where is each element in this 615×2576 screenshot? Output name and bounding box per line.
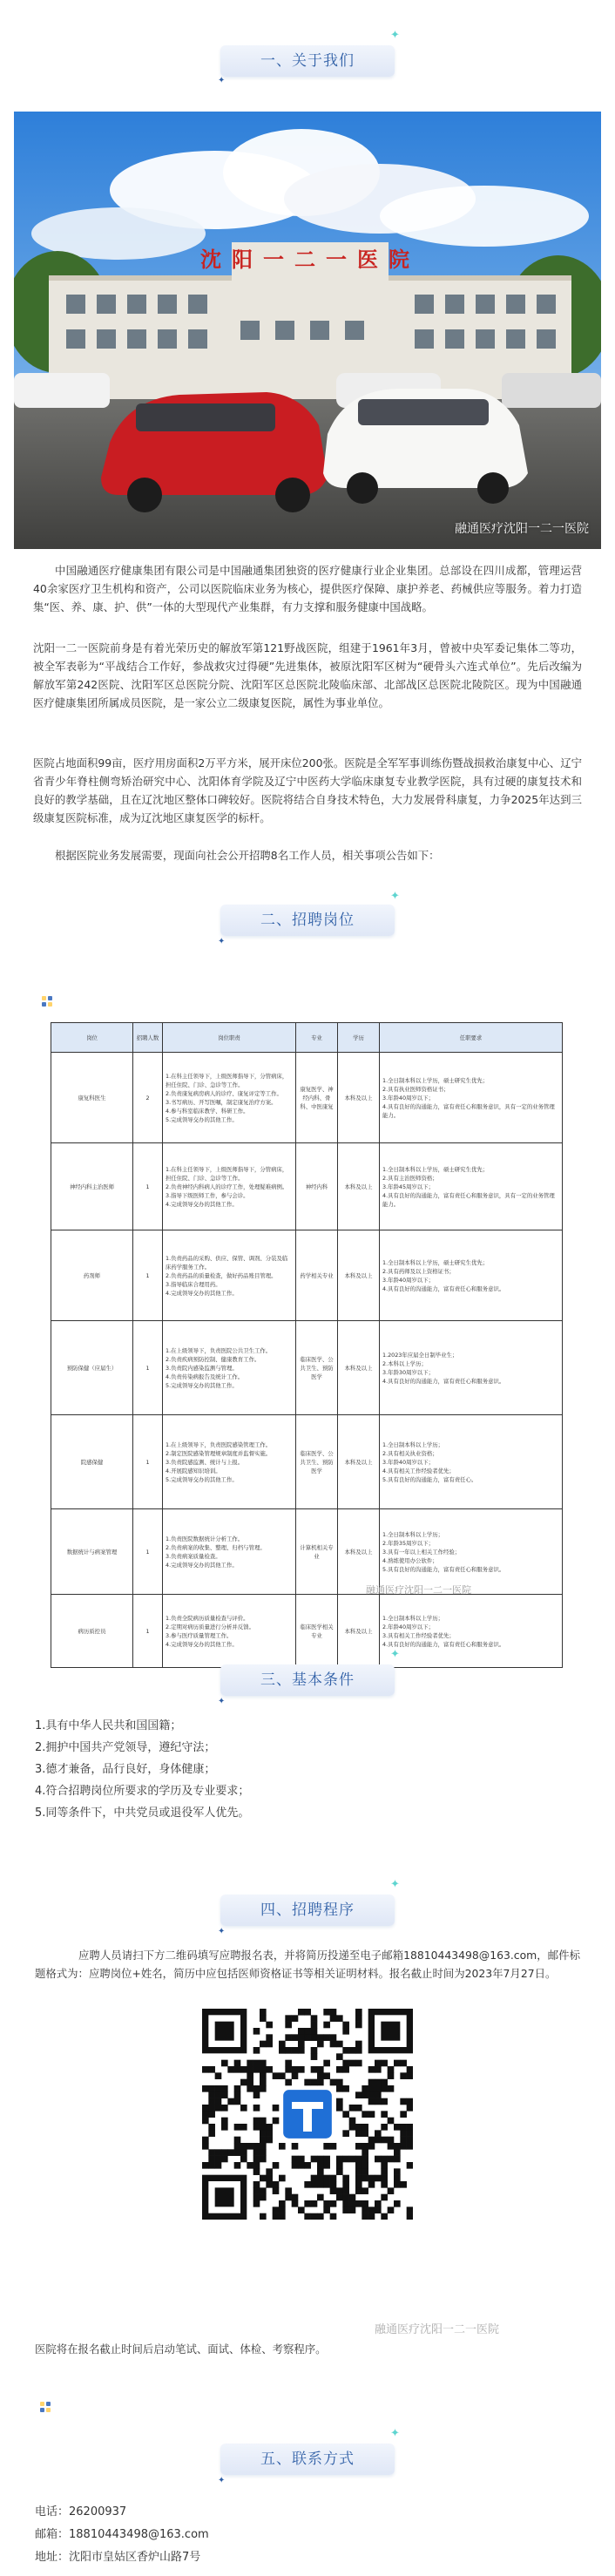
sparkle-icon: ✦	[218, 2476, 226, 2485]
decor-dots-icon	[40, 2402, 52, 2414]
duty-line: 3.参与医疗质量管理工作。	[166, 1631, 233, 1639]
duty-line: 2.负责药品的质量检查，做好药品账目管理。	[166, 1271, 277, 1279]
duty-line: 2.负责神经内科病人的诊疗工作，处理疑难病例。	[166, 1183, 288, 1190]
position-major-cell: 康复医学、神经内科、骨科、中医康复	[296, 1053, 338, 1143]
position-education-cell: 本科及以上	[338, 1595, 380, 1668]
position-requirements-cell	[380, 1415, 563, 1509]
table-row	[51, 1415, 563, 1509]
sparkle-icon: ✦	[390, 29, 400, 42]
requirement-line: 1.全日制本科以上学历；	[382, 1530, 444, 1538]
sparkle-icon: ✦	[218, 76, 226, 85]
position-title-cell: 数据统计与病案管理	[51, 1509, 133, 1595]
sparkle-icon: ✦	[390, 1878, 400, 1891]
requirement-line: 3.年龄45周岁以下；	[382, 1183, 434, 1190]
duty-line: 3.负责院内感染监测与管理。	[166, 1364, 238, 1372]
table-row	[51, 1230, 563, 1321]
about-paragraph-3: 医院占地面积99亩，医疗用房面积2万平方米，展开床位200张。医院是全军军事训练伤暨战损救治康复中心、辽宁省青少年脊柱侧弯矫治研究中心、沈阳体育学院及辽宁中医药大学临床康复专业教学医院，具有过硬的康复技术和良好的教学基础，且在辽沈地区整体口碑较好。医院将结合自身技术特色，大力发展骨科康复，力争2025年达到三级康复医院标准，成为辽沈地区康复医学的标杆。	[33, 756, 582, 824]
about-paragraph-2: 沈阳一二一医院前身是有着光荣历史的解放军第121野战医院，组建于1961年3月，曾被中央军委记集体二等功，被全军表彰为“平战结合工作好，参战救灾过得硬”先进集体，被原沈阳军区树为“硬骨头六连式单位”。先后改编为解放军第242医院、沈阳军区总医院分院、沈阳军区总医院北陵临床部、北部战区总医院北陵院区。现为中国融通医疗健康集团所属成员医院，是一家公立二级康复医院，属性为事业单位。	[33, 641, 582, 709]
contact-phone: 电话：26200937	[35, 2505, 127, 2518]
list-item: 2.拥护中国共产党领导，遵纪守法；	[35, 1741, 216, 1754]
position-major-cell: 神经内科	[296, 1143, 338, 1230]
position-major-cell: 计算机相关专业	[296, 1509, 338, 1595]
sparkle-icon: ✦	[390, 890, 400, 903]
requirements-list	[35, 1715, 249, 1824]
table-header: 学历	[338, 1023, 380, 1053]
requirement-line: 4.具有良好的沟通能力，富有责任心和服务意识。	[382, 1640, 505, 1648]
position-education-cell: 本科及以上	[338, 1321, 380, 1415]
position-major-cell: 临床医学、公共卫生、预防医学	[296, 1321, 338, 1415]
duty-line: 2.负责康复病房病人的诊疗、康复评定等工作。	[166, 1089, 282, 1097]
position-title-cell: 神经内科主治医师	[51, 1143, 133, 1230]
position-duties-cell	[163, 1321, 296, 1415]
table-header: 岗位职责	[163, 1023, 296, 1053]
process-intro: 应聘人员请扫下方二维码填写应聘报名表，并将简历投递至电子邮箱18810443498@163.com，邮件标题格式为：应聘岗位+姓名，简历中应包括医师资格证书等相关证明材料。报名截止时间为2023年7月27日。	[35, 1949, 580, 1980]
table-header: 招聘人数	[133, 1023, 163, 1053]
duty-line: 4.参与科室临床教学、科研工作。	[166, 1107, 249, 1115]
duty-line: 3.负责病案质量检查。	[166, 1552, 221, 1560]
position-duties-cell	[163, 1415, 296, 1509]
list-item: 3.德才兼备，品行良好，身体健康；	[35, 1763, 216, 1776]
section-header-contact	[0, 2428, 615, 2489]
position-title-cell: 院感保健	[51, 1415, 133, 1509]
process-after: 医院将在报名截止时间后启动笔试、面试、体检、考察程序。	[35, 2342, 327, 2356]
sparkle-icon: ✦	[218, 1697, 226, 1706]
position-title-cell: 预防保健（应届生）	[51, 1321, 133, 1415]
list-item: 5.同等条件下，中共党员或退役军人优先。	[35, 1807, 250, 1820]
position-count-cell: 1	[133, 1230, 163, 1321]
about-paragraph-1: 中国融通医疗健康集团有限公司是中国融通集团独资的医疗健康行业企业集团。总部设在四川成都，管理运营40余家医疗卫生机构和资产，公司以医院临床业务为核心，提供医疗保障、康护养老、药械供应等服务。着力打造集“医、养、康、护、供”一体的大型现代产业集群，有力支撑和服务健康中国战略。	[33, 564, 582, 613]
duty-line: 1.负责药品的采购、供应、保管、调剂、分装及临床药学服务工作。	[166, 1254, 288, 1271]
position-major-cell: 临床医学相关专业	[296, 1595, 338, 1668]
requirement-line: 4.具有良好的沟通能力，富有责任心和服务意识，具有一定的业务管理能力。	[382, 1191, 555, 1208]
table-header: 岗位	[51, 1023, 133, 1053]
requirement-line: 4.具有良好的沟通能力，富有责任心和服务意识。	[382, 1377, 505, 1385]
position-education-cell: 本科及以上	[338, 1230, 380, 1321]
duty-line: 3.指导临床合理用药。	[166, 1280, 221, 1288]
contact-info	[35, 2501, 209, 2569]
duty-line: 1.负责全院病历质量检查与评价。	[166, 1614, 249, 1622]
position-duties-cell	[163, 1053, 296, 1143]
photo-watermark: 融通医疗沈阳一二一医院	[455, 522, 589, 536]
requirement-line: 4.熟练使用办公软件；	[382, 1556, 438, 1564]
section-title-about: 一、关于我们	[220, 45, 395, 77]
table-header: 专业	[296, 1023, 338, 1053]
position-count-cell: 2	[133, 1053, 163, 1143]
duty-line: 1.在科主任领导下，上级医师指导下，分管病床，担任住院、门诊、急诊等工作。	[166, 1072, 288, 1088]
hospital-photo	[14, 112, 601, 549]
duty-line: 4.完成领导交办的其他工作。	[166, 1289, 238, 1297]
section-title-contact: 五、联系方式	[220, 2444, 395, 2475]
position-requirements-cell	[380, 1143, 563, 1230]
duty-line: 5.完成领导交办的其他工作。	[166, 1475, 238, 1483]
sparkle-icon: ✦	[218, 1927, 226, 1936]
position-requirements-cell	[380, 1230, 563, 1321]
duty-line: 1.在科主任领导下，上级医师指导下，分管病床，担任住院、门诊、急诊等工作。	[166, 1165, 288, 1182]
duty-line: 1.负责医院数据统计分析工作。	[166, 1535, 244, 1542]
position-education-cell: 本科及以上	[338, 1509, 380, 1595]
position-title-cell: 康复科医生	[51, 1053, 133, 1143]
position-title-cell: 病历质控员	[51, 1595, 133, 1668]
duty-line: 2.定期对病历质量进行分析并反馈。	[166, 1623, 254, 1630]
section-title-process: 四、招聘程序	[220, 1895, 395, 1926]
requirement-line: 3.年龄40周岁以下；	[382, 1458, 434, 1466]
position-count-cell: 1	[133, 1509, 163, 1595]
requirement-line: 3.年龄40周岁以下；	[382, 1276, 434, 1284]
requirement-line: 1.全日制本科以上学历；	[382, 1614, 444, 1622]
duty-line: 5.完成领导交办的其他工作。	[166, 1115, 238, 1123]
position-duties-cell	[163, 1230, 296, 1321]
table-row	[51, 1053, 563, 1143]
requirement-line: 3.具有相关工作经验者优先；	[382, 1631, 455, 1639]
duty-line: 3.指导下级医师工作，参与会诊。	[166, 1191, 249, 1199]
duty-line: 1.在上级领导下，负责医院感染管理工作。	[166, 1441, 272, 1448]
position-duties-cell	[163, 1509, 296, 1595]
section-header-about	[0, 30, 615, 91]
requirement-line: 1.全日制本科以上学历，硕士研究生优先；	[382, 1076, 489, 1084]
requirement-line: 4.具有相关工作经验者优先；	[382, 1467, 455, 1474]
requirement-line: 2.本科以上学历；	[382, 1359, 427, 1367]
requirement-line: 2.具有执业医师资格证书；	[382, 1085, 449, 1093]
duty-line: 4.完成领导交办的其他工作。	[166, 1200, 238, 1208]
registration-qr-code[interactable]	[202, 2009, 413, 2220]
requirement-line: 1.全日制本科以上学历；	[382, 1441, 444, 1448]
table-watermark: 融通医疗沈阳一二一医院	[366, 1584, 471, 1596]
hospital-photo-art	[14, 112, 601, 549]
duty-line: 4.负责传染病报告及统计工作。	[166, 1373, 244, 1380]
position-count-cell: 1	[133, 1595, 163, 1668]
list-item: 1.具有中华人民共和国国籍；	[35, 1719, 182, 1732]
qr-code-art	[202, 2009, 413, 2220]
section-header-requirements	[0, 1649, 615, 1710]
requirement-line: 3.年龄30周岁以下；	[382, 1368, 434, 1376]
duty-line: 4.完成领导交办的其他工作。	[166, 1561, 238, 1569]
requirement-line: 1.全日制本科以上学历，硕士研究生优先；	[382, 1165, 489, 1173]
requirement-line: 5.具有良好的沟通能力，富有责任心和服务意识。	[382, 1565, 505, 1573]
positions-table	[51, 1022, 563, 1668]
sparkle-icon: ✦	[218, 937, 226, 946]
section-title-positions: 二、招聘岗位	[220, 905, 395, 936]
sparkle-icon: ✦	[390, 2427, 400, 2440]
decor-dots-icon	[42, 996, 54, 1008]
requirement-line: 3.年龄40周岁以下；	[382, 1094, 434, 1102]
table-header-row	[51, 1023, 563, 1053]
requirement-line: 2.具有相关执业资格；	[382, 1449, 438, 1457]
qr-watermark: 融通医疗沈阳一二一医院	[375, 2323, 500, 2336]
requirement-line: 5.具有良好的沟通能力，富有责任心。	[382, 1475, 477, 1483]
table-row	[51, 1509, 563, 1595]
position-education-cell: 本科及以上	[338, 1415, 380, 1509]
position-title-cell: 药剂师	[51, 1230, 133, 1321]
contact-email[interactable]: 邮箱：18810443498@163.com	[35, 2528, 209, 2541]
position-education-cell: 本科及以上	[338, 1053, 380, 1143]
duty-line: 2.制定医院感染管理规章制度并监督实施。	[166, 1449, 272, 1457]
requirement-line: 1.全日制本科以上学历，硕士研究生优先；	[382, 1258, 489, 1266]
table-row	[51, 1321, 563, 1415]
about-paragraph-4: 根据医院业务发展需要，现面向社会公开招聘8名工作人员，相关事项公告如下：	[55, 849, 440, 862]
duty-line: 4.完成领导交办的其他工作。	[166, 1640, 238, 1648]
duty-line: 3.负责院感监测、统计与上报。	[166, 1458, 244, 1466]
position-requirements-cell	[380, 1053, 563, 1143]
section-title-requirements: 三、基本条件	[220, 1664, 395, 1696]
position-count-cell: 1	[133, 1143, 163, 1230]
requirement-line: 4.具有良好的沟通能力，富有责任心和服务意识，具有一定的业务管理能力。	[382, 1102, 555, 1119]
position-education-cell: 本科及以上	[338, 1143, 380, 1230]
duty-line: 2.负责病案的收集、整理、归档与管理。	[166, 1543, 266, 1551]
duty-line: 5.完成领导交办的其他工作。	[166, 1381, 238, 1389]
duty-line: 3.书写病历、开写医嘱，制定康复治疗方案。	[166, 1098, 277, 1106]
requirement-line: 2.年龄35周岁以下；	[382, 1539, 434, 1547]
table-row	[51, 1143, 563, 1230]
requirement-line: 2.年龄40周岁以下；	[382, 1623, 434, 1630]
position-count-cell: 1	[133, 1321, 163, 1415]
requirement-line: 2.具有主治医师资格；	[382, 1174, 438, 1182]
requirement-line: 1.2023年应届全日制毕业生；	[382, 1351, 458, 1359]
sparkle-icon: ✦	[390, 1648, 400, 1661]
requirement-line: 3.具有一年以上相关工作经验；	[382, 1548, 461, 1556]
list-item: 4.符合招聘岗位所要求的学历及专业要求；	[35, 1785, 250, 1798]
section-header-process	[0, 1879, 615, 1940]
duty-line: 4.开展院感知识培训。	[166, 1467, 221, 1474]
contact-address: 地址：沈阳市皇姑区香炉山路7号	[35, 2551, 201, 2564]
position-duties-cell	[163, 1143, 296, 1230]
table-header: 任职要求	[380, 1023, 563, 1053]
requirement-line: 2.具有药师及以上资格证书；	[382, 1267, 455, 1275]
duty-line: 2.负责疾病预防控制、健康教育工作。	[166, 1355, 260, 1363]
position-major-cell: 临床医学、公共卫生、预防医学	[296, 1415, 338, 1509]
position-count-cell: 1	[133, 1415, 163, 1509]
duty-line: 1.在上级领导下，负责医院公共卫生工作。	[166, 1346, 272, 1354]
section-header-positions	[0, 889, 615, 950]
position-requirements-cell	[380, 1321, 563, 1415]
hospital-sign: 沈阳一二一医院	[200, 247, 420, 272]
position-major-cell: 药学相关专业	[296, 1230, 338, 1321]
position-requirements-cell	[380, 1509, 563, 1595]
requirement-line: 4.具有良好的沟通能力，富有责任心和服务意识。	[382, 1285, 505, 1292]
